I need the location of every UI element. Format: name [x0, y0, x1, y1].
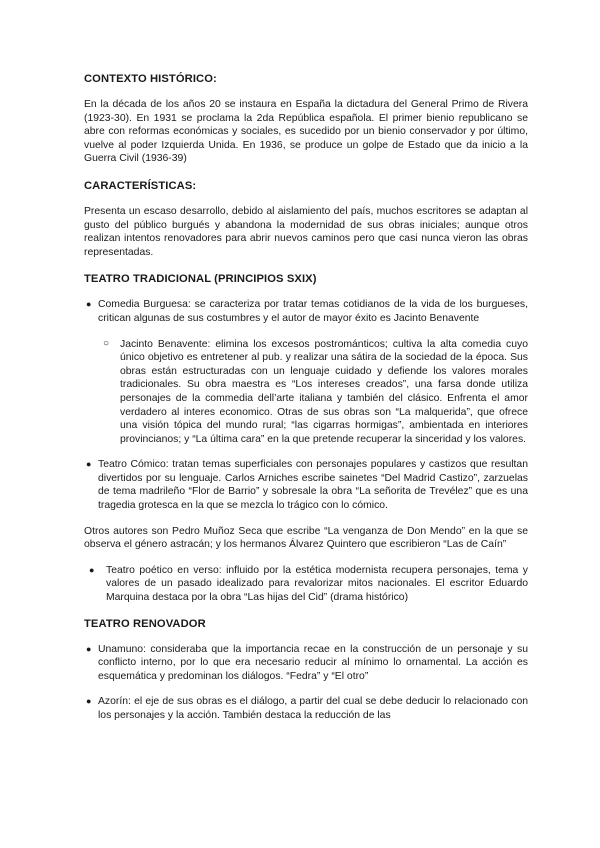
bullet-icon: ● — [89, 564, 95, 575]
list-item — [84, 564, 528, 605]
bullet-icon: ● — [86, 696, 92, 707]
paragraph-contexto: En la década de los años 20 se instaura en España la dictadura del General Primo de Rivera (1923-30). En 1931 se proclama la 2da República española. El primer bienio republicano se abre con reformas económicas y sociales, es sucedido por un bienio conservador y por último, vuelve al poder Izquierda Unida. En 1936, se produce un golpe de Estado que da inicio a la Guerra Civil (1936-39) — [84, 99, 528, 165]
list-tradicional-2 — [84, 458, 528, 512]
list-item — [84, 458, 528, 512]
paragraph-otros-autores: Otros autores son Pedro Muñoz Seca que escribe “La venganza de Don Mendo” en la que se observa el género astracán; y los hermanos Álvarez Quintero que escribieron “Las de Caín” — [84, 525, 528, 551]
item-teatro-poetico: Teatro poético en verso: influido por la estética modernista recupera personajes, tema y valores de un pasado idealizado para revalorizar mitos nacionales. El escritor Eduardo Marquina destaca por la obra “Las hijas del Cid” (drama histórico) — [106, 564, 528, 604]
bullet-icon: ● — [86, 459, 92, 470]
list-item — [84, 338, 528, 447]
list-tradicional — [84, 298, 528, 325]
bullet-icon: ● — [86, 299, 92, 310]
item-teatro-comico: Teatro Cómico: tratan temas superficiales con personajes populares y castizos que resultan divertidos por su lenguaje. Carlos Arniches escribe sainetes “Del Madrid Castizo”, zarzuelas de tema madrileño “Flor de Barrio” y sobresale la obra “La señorita de Trevélez” que es una tragedia grotesca en la que se mezcla lo trágico con lo cómico. — [98, 459, 528, 512]
heading-teatro-renovador: TEATRO RENOVADOR — [84, 617, 206, 630]
sublist-benavente — [84, 338, 528, 447]
list-item — [84, 298, 528, 325]
list-renovador — [84, 643, 528, 723]
item-azorin: Azorín: el eje de sus obras es el diálogo, a partir del cual se debe deducir lo relacionado con los personajes y la acción. También destaca la reducción de las — [98, 696, 528, 721]
paragraph-caracteristicas: Presenta un escaso desarrollo, debido al aislamiento del país, muchos escritores se adaptan al gusto del público burgués y abandona la modernidad de sus obras iniciales; aunque otros realizan intentos renovadores para abrir nuevos caminos pero que casi nunca vieron las obras representadas. — [84, 205, 528, 258]
circle-bullet-icon: ○ — [103, 337, 110, 349]
document-body — [84, 72, 528, 723]
item-unamuno: Unamuno: consideraba que la importancia recae en la construcción de un personaje y su conflicto interno, por lo que era necesario reducir al mínimo lo ornamental. La acción es esquemática y predominan los diálogos. “Fedra” y “El otro” — [98, 643, 528, 682]
heading-teatro-tradicional: TEATRO TRADICIONAL (PRINCIPIOS SXIX) — [84, 273, 317, 286]
heading-contexto: CONTEXTO HISTÓRICO: — [84, 73, 217, 85]
list-poetico — [84, 564, 528, 605]
list-item — [84, 695, 528, 722]
item-jacinto-benavente: Jacinto Benavente: elimina los excesos postrománticos; cultiva la alta comedia cuyo único objetivo es entretener al pub. y realizar una sátira de la sociedad de la época. Sus obras están estructuradas con un lenguaje cuidado y defiende los valores morales tradicionales. Su obra maestra es “Los intereses creados”, una farsa donde utiliza personajes de la commedia dell’arte italiana y también del clásico. Enfrenta el amor verdadero al interes economico. Otras de sus obras son “La malquerida”, que ofrece una visión tópica del mundo rural; “las cigarras hormigas”, ambientada en interiores provincianos; y “La última cara” en la que pretende recuperar la sinceridad y los valores. — [120, 338, 528, 445]
heading-caracteristicas: CARACTERÍSTICAS: — [84, 179, 197, 192]
item-comedia-burguesa: Comedia Burguesa: se caracteriza por tratar temas cotidianos de la vida de los burgueses, critican algunas de sus costumbres y el autor de mayor éxito es Jacinto Benavente — [98, 299, 528, 324]
bullet-icon: ● — [86, 643, 92, 654]
list-item — [84, 643, 528, 684]
